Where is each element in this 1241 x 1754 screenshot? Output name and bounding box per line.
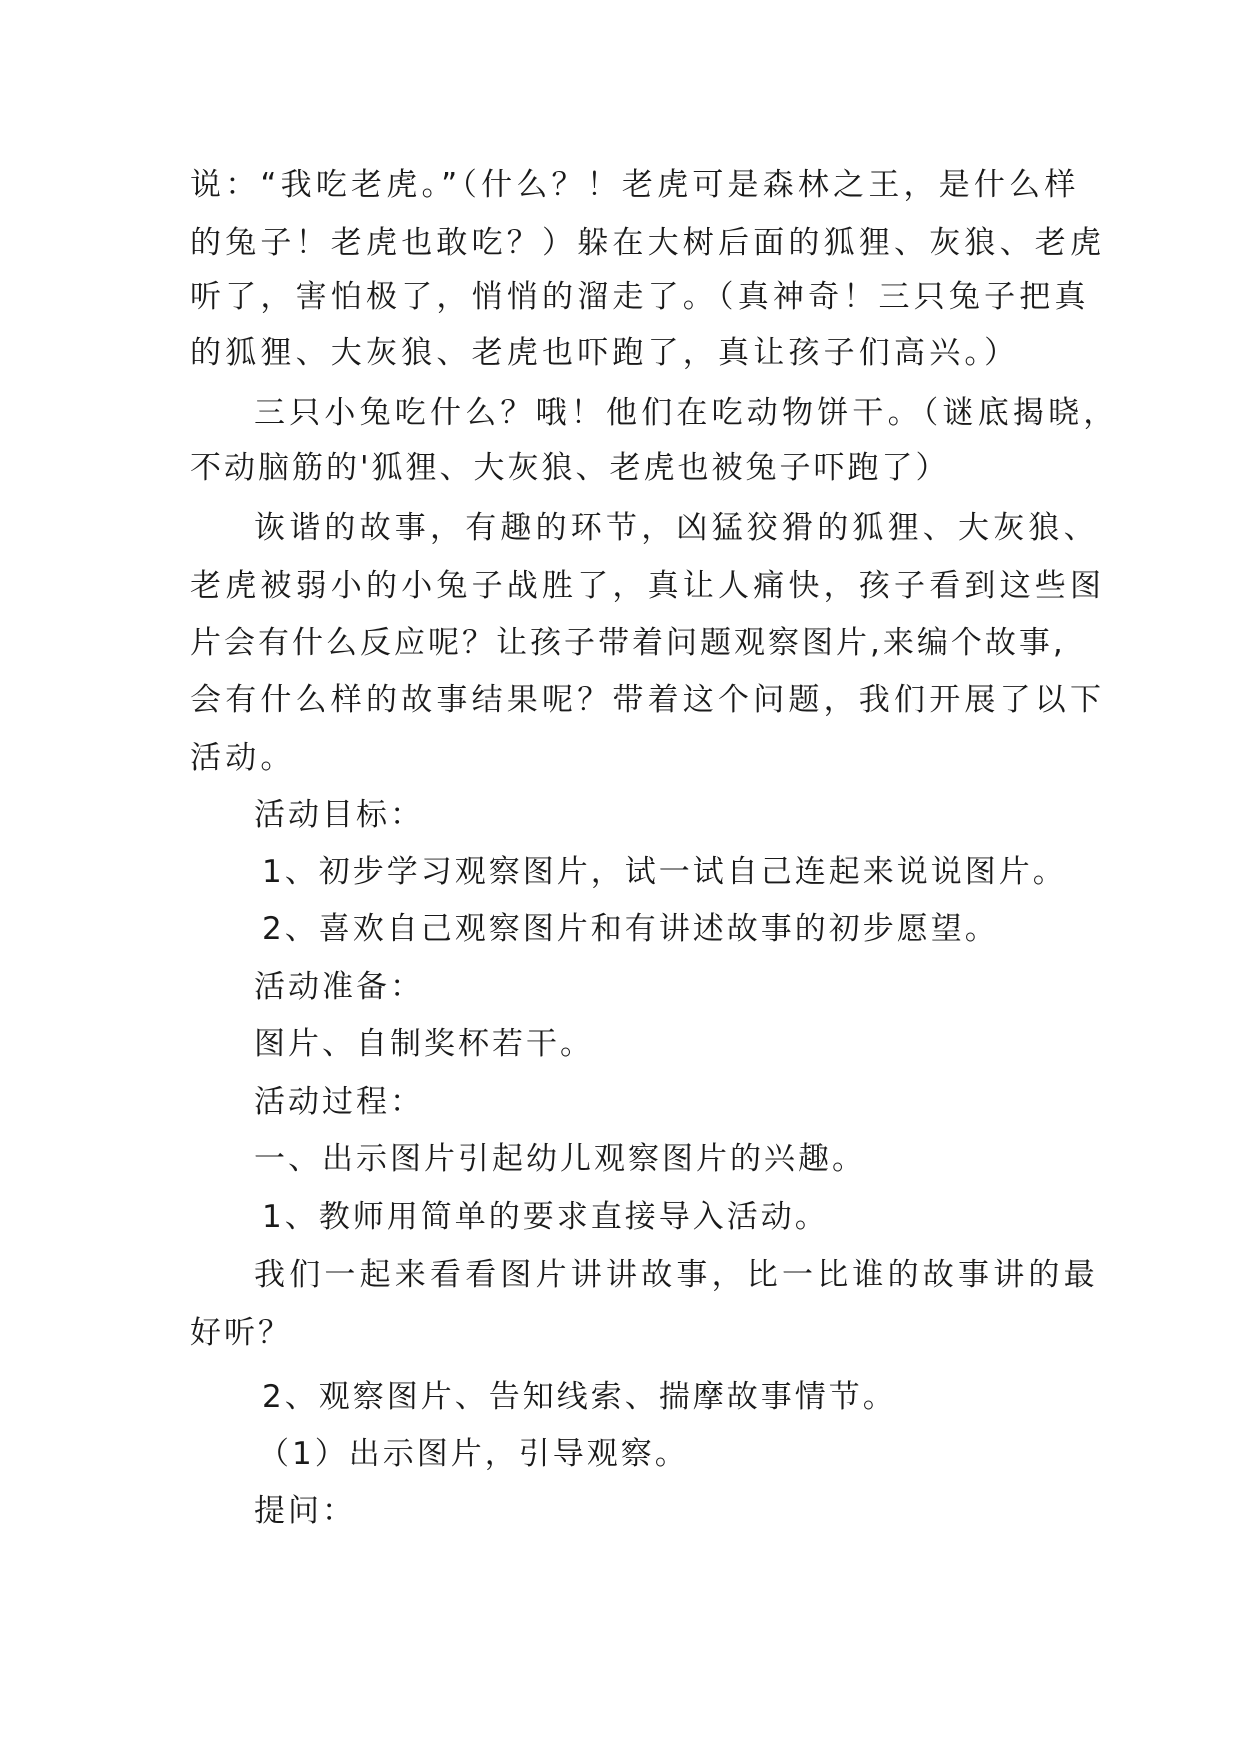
list-item: 1、初步学习观察图片，试一试自己连起来说说图片。 <box>262 854 1067 890</box>
list-item: 1、教师用简单的要求直接导入活动。 <box>262 1199 829 1235</box>
paragraph-line: 会有什么样的故事结果呢？带着这个问题，我们开展了以下 <box>190 682 1106 718</box>
paragraph-line: 图片、自制奖杯若干。 <box>254 1026 594 1062</box>
paragraph-line: 片会有什么反应呢？让孩子带着问题观察图片,来编个故事, <box>190 625 1066 661</box>
paragraph-line: 听了，害怕极了，悄悄的溜走了。（真神奇！三只兔子把真 <box>190 279 1090 315</box>
paragraph-line: 老虎被弱小的小兔子战胜了，真让人痛快，孩子看到这些图 <box>190 568 1106 604</box>
list-item: （1）出示图片，引导观察。 <box>258 1436 689 1472</box>
step-heading: 一、出示图片引起幼儿观察图片的兴趣。 <box>254 1141 866 1177</box>
section-heading: 活动准备： <box>254 969 424 1005</box>
section-heading: 活动过程： <box>254 1084 424 1120</box>
paragraph-line: 说：“我吃老虎。”（什么？！老虎可是森林之王，是什么样 <box>190 167 1080 203</box>
paragraph-line: 不动脑筋的'狐狸、大灰狼、老虎也被兔子吓跑了） <box>190 450 950 486</box>
paragraph-line: 的狐狸、大灰狼、老虎也吓跑了，真让孩子们高兴。） <box>190 335 1020 371</box>
paragraph-line: 三只小兔吃什么？哦！他们在吃动物饼干。（谜底揭晓， <box>254 395 1119 431</box>
paragraph-line: 我们一起来看看图片讲讲故事，比一比谁的故事讲的最 <box>254 1257 1099 1293</box>
list-item: 2、观察图片、告知线索、揣摩故事情节。 <box>262 1379 897 1415</box>
list-item: 2、喜欢自己观察图片和有讲述故事的初步愿望。 <box>262 911 999 947</box>
paragraph-line: 的兔子！老虎也敢吃？）躲在大树后面的狐狸、灰狼、老虎 <box>190 225 1106 261</box>
paragraph-line: 诙谐的故事，有趣的环节，凶猛狡猾的狐狸、大灰狼、 <box>254 510 1099 546</box>
paragraph-line: 提问： <box>254 1493 356 1529</box>
section-heading: 活动目标： <box>254 797 424 833</box>
paragraph-line: 好听？ <box>190 1315 292 1351</box>
paragraph-line: 活动。 <box>190 740 296 776</box>
